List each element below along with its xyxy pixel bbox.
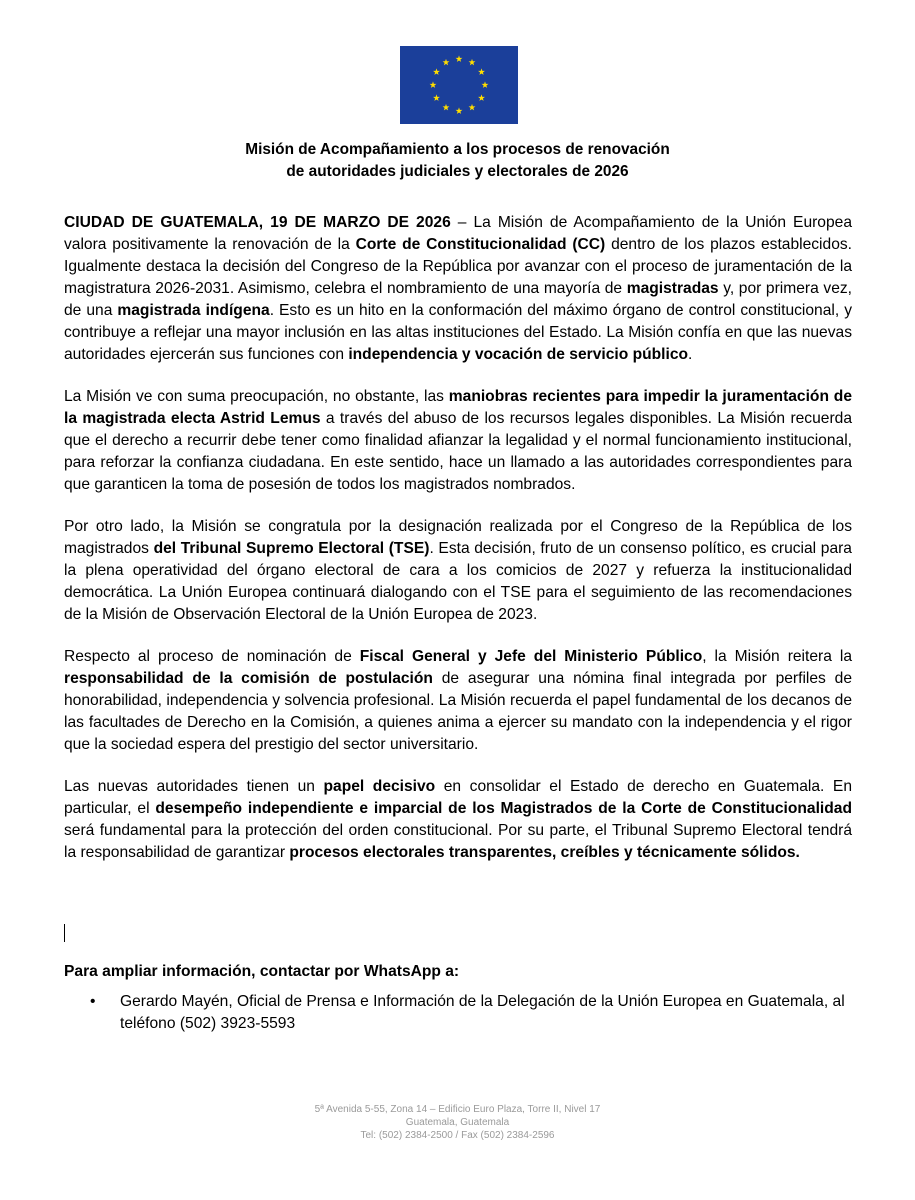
text-run: Las nuevas autoridades tienen un — [64, 778, 324, 795]
text-run: y, por primera vez, de una — [64, 280, 853, 319]
text-run: La Misión ve con suma preocupación, no obstante, las — [64, 388, 449, 405]
bold-text-run: maniobras recientes para impedir la juramentación de la magistrada electa Astrid Lemus — [64, 388, 852, 427]
bold-text-run: procesos electorales transparentes, creíbles y técnicamente sólidos. — [289, 844, 800, 861]
text-cursor — [64, 924, 65, 942]
paragraph — [64, 516, 852, 626]
title-line-1: Misión de Acompañamiento a los procesos de renovación — [245, 141, 670, 158]
bold-text-run: CIUDAD DE GUATEMALA, 19 DE MARZO DE 2026 — [64, 214, 451, 231]
contact-heading: Para ampliar información, contactar por WhatsApp a: — [64, 963, 460, 980]
bold-text-run: del Tribunal Supremo Electoral (TSE) — [153, 540, 430, 557]
text-run: a través del abuso de los recursos legales disponibles. La Misión recuerda que el derecho a recurrir debe tener como finalidad afianzar la legalidad y el normal funcionamiento institucional, para reforzar la confianza ciudadana. En este sentido, hace un llamado a las autoridades correspondientes para que garanticen la toma de posesión de todos los magistrados nombrados. — [64, 410, 852, 493]
eu-flag-icon — [400, 46, 518, 124]
text-run: , la Misión reitera la — [702, 648, 852, 665]
text-run: Respecto al proceso de nominación de — [64, 648, 360, 665]
eu-flag-graphic — [400, 46, 518, 124]
text-run: en consolidar el Estado de derecho en Guatemala. En particular, el — [64, 778, 852, 817]
footer-line-1: 5ª Avenida 5-55, Zona 14 – Edificio Euro Plaza, Torre II, Nivel 17 — [314, 1104, 601, 1115]
contact-list-item — [64, 991, 852, 1035]
text-run: . Esto es un hito en la conformación del máximo órgano de control constitucional, y contribuye a reflejar una mayor inclusión en las altas instituciones del Estado. La Misión confía en que las nuevas autoridades ejercerán sus funciones con — [64, 302, 852, 363]
text-run: será fundamental para la protección del orden constitucional. Por su parte, el Tribunal Supremo Electoral tendrá la responsabilidad de garantizar — [64, 822, 852, 861]
text-run: Por otro lado, la Misión se congratula por la designación realizada por el Congreso de la República de los magistrados — [64, 518, 852, 557]
contact-item-text: Gerardo Mayén, Oficial de Prensa e Información de la Delegación de la Unión Europea en Guatemala, al teléfono (502) 3923-5593 — [120, 993, 845, 1032]
text-run: de asegurar una nómina final integrada por perfiles de honorabilidad, independencia y solvencia profesional. La Misión recuerda el papel fundamental de los decanos de las facultades de Derecho en la Comisión, a quienes anima a ejercer su mandato con la independencia y el rigor que la sociedad espera del prestigio del sector universitario. — [64, 670, 852, 753]
press-release-body — [64, 212, 852, 884]
bold-text-run: Corte de Constitucionalidad (CC) — [355, 236, 606, 253]
bold-text-run: responsabilidad de la comisión de postulación — [64, 670, 433, 687]
paragraph — [64, 646, 852, 756]
title-line-2: de autoridades judiciales y electorales de 2026 — [286, 163, 629, 180]
bold-text-run: independencia y vocación de servicio público — [348, 346, 689, 363]
bold-text-run: papel decisivo — [323, 778, 436, 795]
footer-line-2: Guatemala, Guatemala — [405, 1117, 510, 1128]
bold-text-run: magistrada indígena — [117, 302, 270, 319]
paragraph — [64, 212, 852, 366]
document-title — [100, 139, 815, 183]
text-run: . — [688, 346, 693, 363]
bullet-icon: • — [90, 993, 96, 1010]
bold-text-run: magistradas — [626, 280, 719, 297]
footer-line-3: Tel: (502) 2384-2500 / Fax (502) 2384-2596 — [360, 1130, 555, 1141]
text-run: . Esta decisión, fruto de un consenso político, es crucial para la plena operatividad del órgano electoral de cara a los comicios de 2027 y refuerza la institucionalidad democrática. La Unión Europea continuará dialogando con el TSE para el seguimiento de las recomendaciones de la Misión de Observación Electoral de la Unión Europea de 2023. — [64, 540, 852, 623]
paragraph — [64, 776, 852, 864]
paragraph — [64, 386, 852, 496]
text-run: dentro de los plazos establecidos. Igualmente destaca la decisión del Congreso de la República por avanzar con el proceso de juramentación de la magistratura 2026-2031. Asimismo, celebra el nombramiento de una mayoría de — [64, 236, 852, 297]
bold-text-run: desempeño independiente e imparcial de los Magistrados de la Corte de Constitucionalidad — [155, 800, 852, 817]
text-run: – La Misión de Acompañamiento de la Unión Europea valora positivamente la renovación de la — [64, 214, 853, 253]
footer-address — [200, 1103, 715, 1142]
bold-text-run: Fiscal General y Jefe del Ministerio Público — [359, 648, 703, 665]
